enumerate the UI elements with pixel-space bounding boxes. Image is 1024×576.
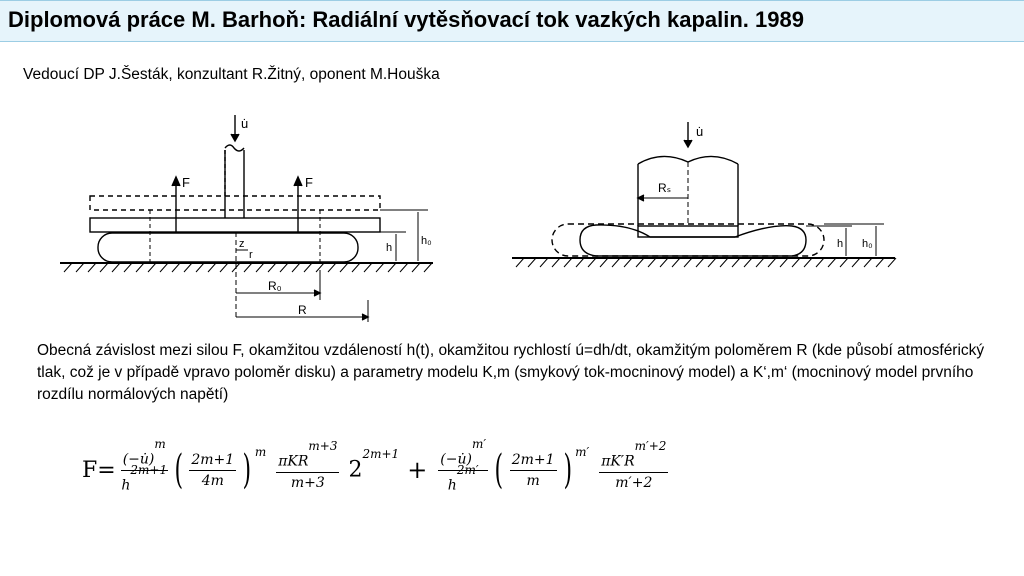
ground-hatching (516, 258, 896, 267)
plus-sign: + (407, 456, 428, 484)
label-h0: h₀ (862, 238, 873, 250)
liquid-layer (580, 225, 806, 256)
label-force-left: F (182, 175, 190, 190)
formula-lhs: F= (82, 457, 116, 483)
term-2m1-over-m: $\frac{2m+1}{m}$ (511, 451, 555, 489)
term-pikr-prime: $\frac{\pi K'Rm'+2}{m'+2}$ (601, 439, 667, 491)
term-velocity-over-h: $\frac{(-u̇)m}{h2m+1}$ (121, 436, 168, 494)
squeeze-flow-diagram-left (58, 110, 438, 330)
label-u-dot: u̇ (696, 124, 704, 139)
shaft-top (225, 145, 244, 151)
label-h: h (837, 238, 844, 250)
term-2m1-over-4m: $\frac{2m+1}{4m}$ (191, 451, 235, 489)
slide-title: Diplomová práce M. Barhoň: Radiální vytěsňovací tok vazkých kapalin. 1989 (8, 7, 804, 32)
squeeze-flow-diagram-right (510, 120, 900, 280)
term-velocity-over-h-prime: $\frac{(-u̇)m'}{h2m'}$ (440, 436, 487, 494)
label-rs: Rₛ (658, 181, 672, 195)
liquid-initial (552, 224, 824, 256)
term-power-of-two: $2^{2m+1}$ (348, 447, 400, 483)
liquid-layer (98, 233, 358, 262)
label-r0: R₀ (268, 279, 282, 293)
label-force-right: F (305, 175, 313, 190)
label-u-dot: u̇ (241, 116, 249, 131)
label-h: h (386, 242, 393, 254)
label-z: z (239, 238, 245, 250)
label-h0: h₀ (421, 235, 432, 247)
plate-initial-position (90, 196, 380, 210)
term-pikr: $\frac{\text{πKRm+3}}{m+3}$ (278, 439, 338, 491)
title-bar (0, 0, 1024, 42)
force-formula: F= $\frac{(-u̇)m}{h2m+1}$ ( $\frac{2m+1}{4m}$ ) m $\frac{\text{πKRm+3}}{m+3}$ $2^{2m+1}$ + $\frac{(-u̇)m'}{h2m'}$ ( $\frac{2m+1}{m}$ ) m′ $\frac{\pi K'Rm'+2}{m'+2}$ (82, 436, 667, 494)
label-r: r (249, 249, 253, 261)
disk (638, 226, 738, 237)
label-r-big: R (298, 303, 307, 317)
upper-plate (90, 218, 380, 232)
ground-hatching (64, 263, 432, 272)
credits-line: Vedoucí DP J.Šesták, konzultant R.Žitný, oponent M.Houška (23, 66, 440, 83)
description-paragraph: Obecná závislost mezi silou F, okamžitou vzdáleností h(t), okamžitou rychlostí ú=dh/dt, okamžitým poloměrem R (kde působí atmosférický tlak, což je v případě vpravo poloměr disku) a parametry modelu K,m (smykový tok-mocninový model) a K‘,m‘ (mocninový model prvního rozdílu normálových napětí) (37, 342, 985, 403)
